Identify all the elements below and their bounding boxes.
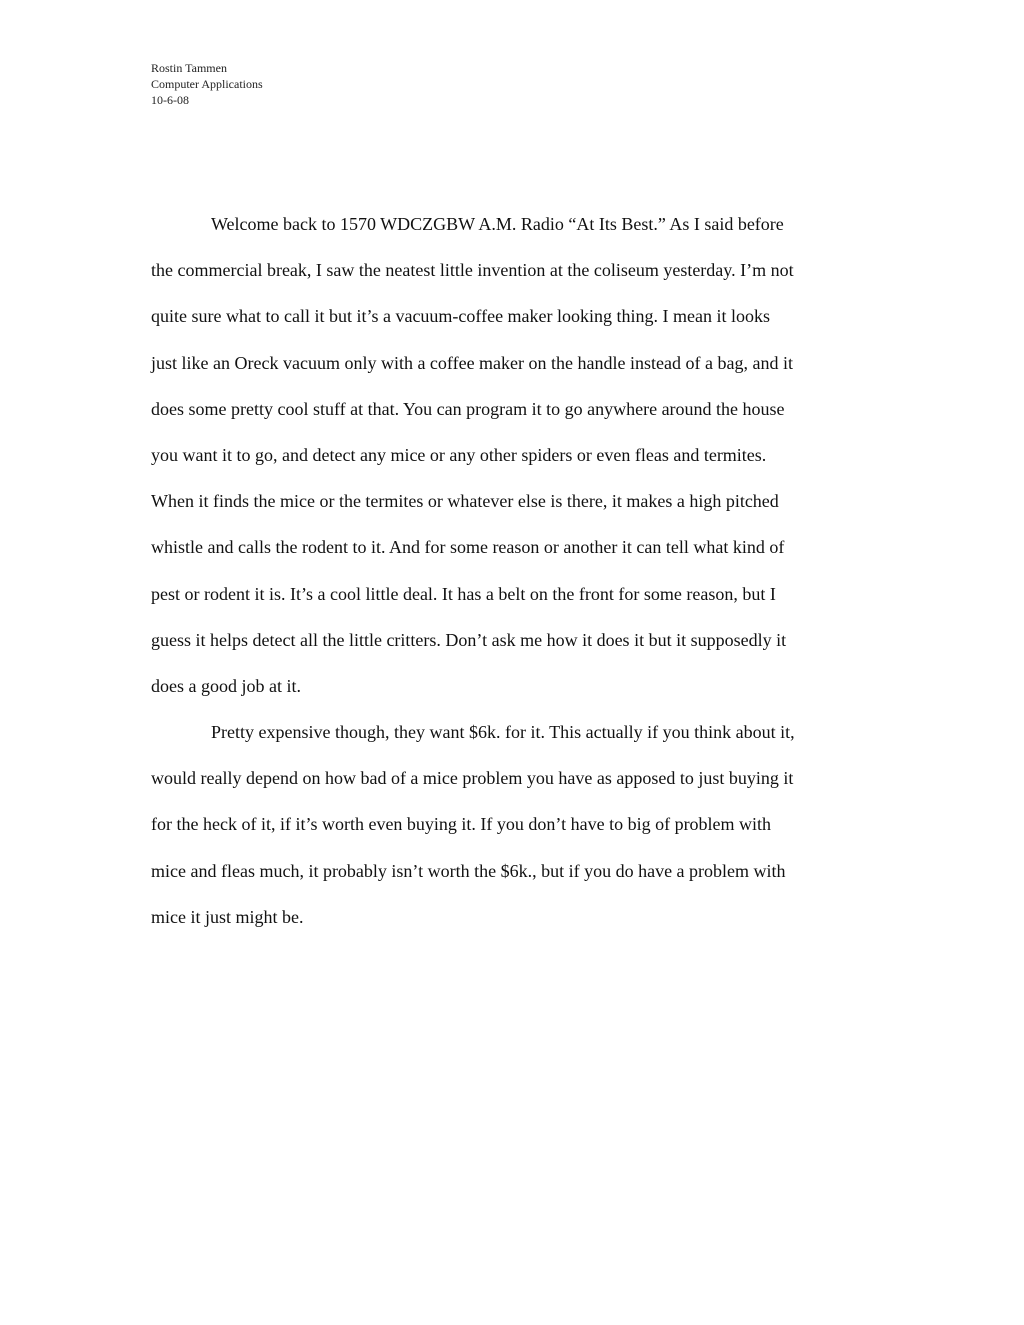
- paragraph-2: [151, 716, 886, 947]
- author-name: Rostin Tammen: [151, 61, 227, 75]
- text-line: Welcome back to 1570 WDCZGBW A.M. Radio “At Its Best.” As I said before: [211, 214, 784, 234]
- text-line: whistle and calls the rodent to it. And for some reason or another it can tell what kind of: [151, 537, 785, 558]
- text-line: When it finds the mice or the termites or whatever else is there, it makes a high pitched: [151, 491, 779, 512]
- document-date: 10-6-08: [151, 93, 189, 107]
- text-line: quite sure what to call it but it’s a vacuum-coffee maker looking thing. I mean it looks: [151, 306, 771, 327]
- text-line: would really depend on how bad of a mice problem you have as apposed to just buying it: [151, 768, 794, 789]
- document-header: [151, 60, 263, 108]
- paragraph-1: [151, 208, 886, 716]
- text-line: for the heck of it, if it’s worth even buying it. If you don’t have to big of problem with: [151, 814, 772, 835]
- text-line: the commercial break, I saw the neatest little invention at the coliseum yesterday. I’m not: [151, 260, 794, 281]
- text-line: pest or rodent it is. It’s a cool little deal. It has a belt on the front for some reason, but I: [151, 583, 776, 604]
- document-body: [151, 208, 886, 947]
- text-line: does a good job at it.: [151, 675, 301, 696]
- text-line: you want it to go, and detect any mice or any other spiders or even fleas and termites.: [151, 444, 767, 465]
- text-line: does some pretty cool stuff at that. You can program it to go anywhere around the house: [151, 398, 785, 419]
- text-line: Pretty expensive though, they want $6k. for it. This actually if you think about it,: [211, 722, 795, 743]
- course-name: Computer Applications: [151, 77, 263, 91]
- text-line: mice and fleas much, it probably isn’t worth the $6k., but if you do have a problem with: [151, 860, 786, 881]
- text-line: mice it just might be.: [151, 906, 304, 927]
- text-line: just like an Oreck vacuum only with a coffee maker on the handle instead of a bag, and it: [151, 352, 793, 373]
- text-line: guess it helps detect all the little critters. Don’t ask me how it does it but it supposedly it: [151, 629, 787, 650]
